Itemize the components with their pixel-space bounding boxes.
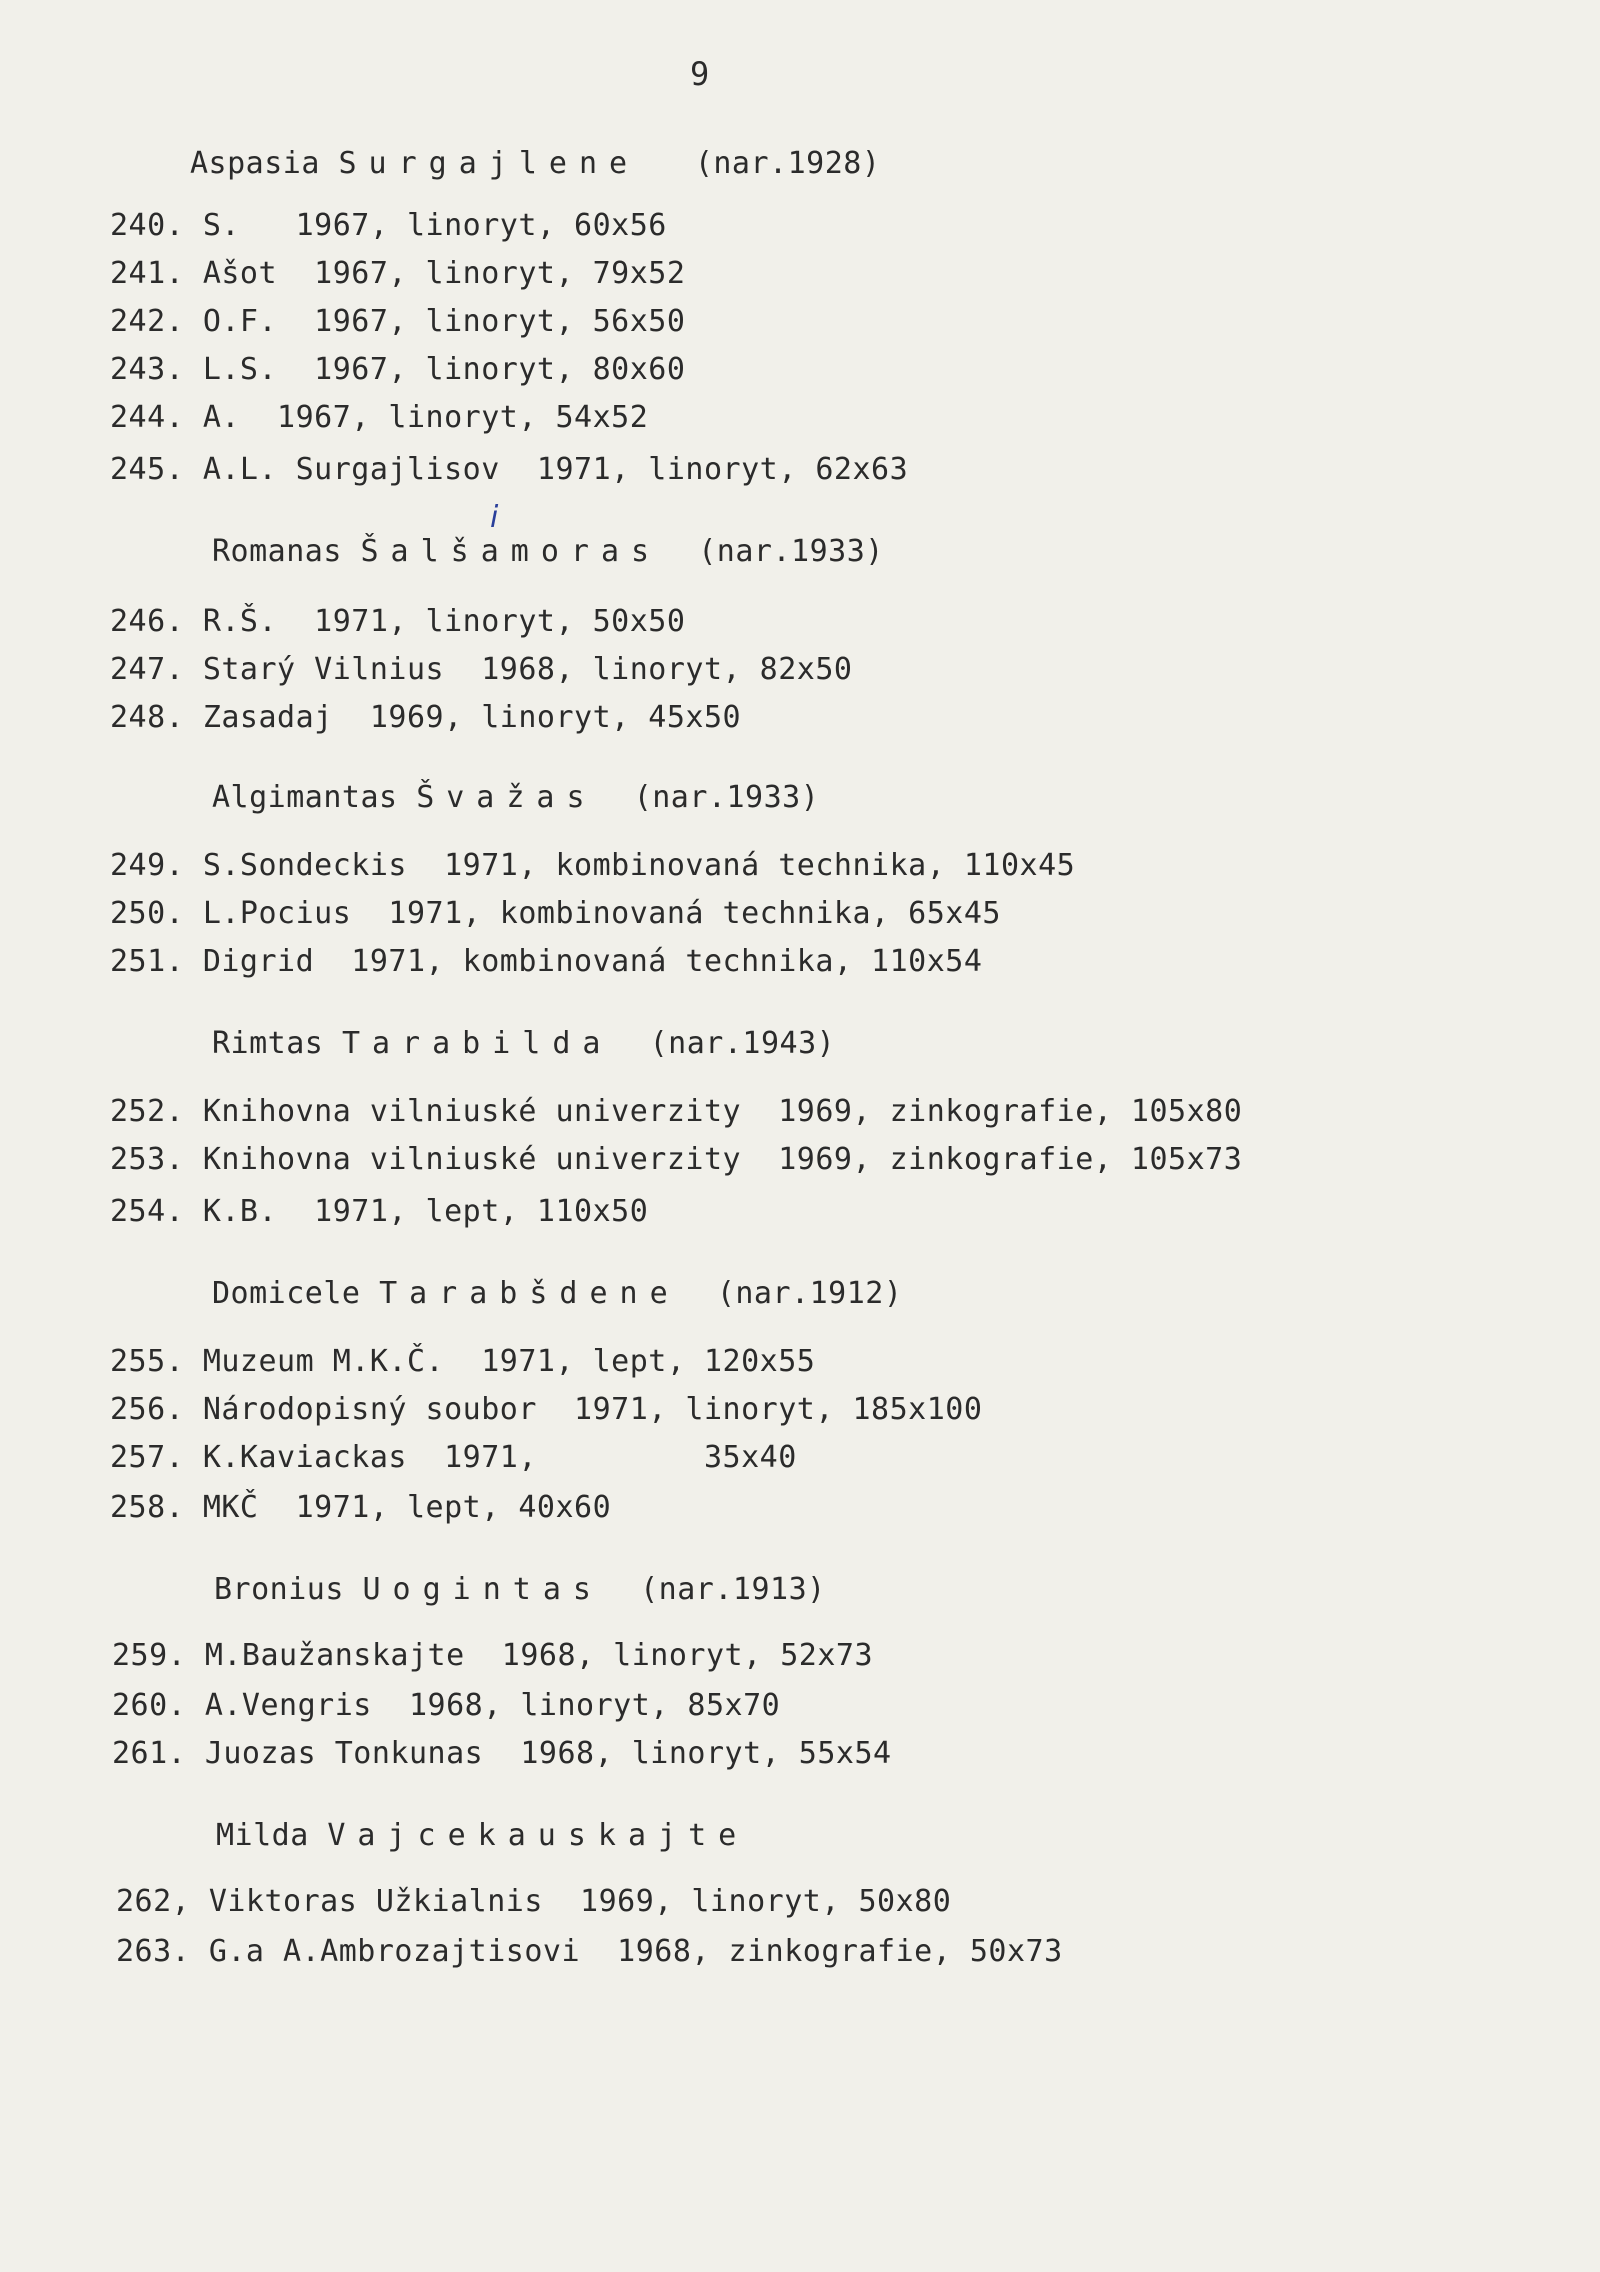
catalog-entry [112, 1736, 892, 1772]
catalog-entry [110, 652, 852, 688]
artist-born: (nar.1913) [640, 1572, 826, 1607]
entry-text: MKČ 1971, lept, 40x60 [202, 1490, 612, 1525]
catalog-entry [110, 452, 908, 488]
entry-text: A. 1967, linoryt, 54x52 [202, 400, 649, 435]
entry-text: K.B. 1971, lept, 110x50 [202, 1194, 649, 1229]
entry-text: R.Š. 1971, linoryt, 50x50 [202, 604, 686, 639]
entry-text: Digrid 1971, kombinovaná technika, 110x54 [202, 944, 983, 979]
artist-born: (nar.1933) [633, 780, 820, 815]
entry-number: 257. [110, 1440, 185, 1475]
handwritten-correction: i [490, 500, 499, 535]
catalog-entry [110, 944, 982, 980]
artist-heading [212, 1026, 835, 1062]
artist-first-name: Aspasia [190, 146, 320, 181]
artist-surname: Vajcekauskajte [327, 1818, 749, 1853]
entry-number: 241. [110, 256, 185, 291]
artist-surname: Tarabilda [341, 1026, 613, 1061]
entry-text: Starý Vilnius 1968, linoryt, 82x50 [202, 652, 853, 687]
entry-number: 243. [110, 352, 185, 387]
catalog-entry [110, 256, 685, 292]
entry-number: 263. [116, 1934, 191, 1969]
entry-number: 260. [112, 1688, 187, 1723]
catalog-entry [110, 1344, 815, 1380]
artist-surname: Šalšamoras [360, 534, 662, 569]
artist-first-name: Algimantas [212, 780, 398, 815]
entry-text: Juozas Tonkunas 1968, linoryt, 55x54 [204, 1736, 892, 1771]
entry-number: 253. [110, 1142, 185, 1177]
catalog-entry [110, 1440, 797, 1476]
artist-born: (nar.1912) [716, 1276, 903, 1311]
entry-number: 256. [110, 1392, 185, 1427]
entry-number: 249. [110, 848, 185, 883]
artist-born: (nar.1928) [694, 146, 881, 181]
entry-number: 244. [110, 400, 185, 435]
catalog-entry [110, 1392, 982, 1428]
entry-text: Knihovna vilniuské univerzity 1969, zinkografie, 105x80 [202, 1094, 1243, 1129]
entry-text: Národopisný soubor 1971, linoryt, 185x100 [202, 1392, 983, 1427]
entry-number: 251. [110, 944, 185, 979]
catalog-entry [110, 1142, 1242, 1178]
page-number: 9 [690, 55, 710, 93]
entry-number: 247. [110, 652, 185, 687]
entry-text: G.a A.Ambrozajtisovi 1968, zinkografie, 50x73 [208, 1934, 1063, 1969]
entry-number: 250. [110, 896, 185, 931]
artist-heading [190, 146, 880, 182]
entry-number: 262, [116, 1884, 191, 1919]
entry-text: S. 1967, linoryt, 60x56 [202, 208, 667, 243]
entry-text: S.Sondeckis 1971, kombinovaná technika, 110x45 [202, 848, 1076, 883]
entry-text: L.Pocius 1971, kombinovaná technika, 65x45 [202, 896, 1001, 931]
catalog-entry [110, 1094, 1242, 1130]
catalog-entry [110, 1490, 611, 1526]
entry-number: 258. [110, 1490, 185, 1525]
entry-text: Ašot 1967, linoryt, 79x52 [202, 256, 686, 291]
entry-number: 245. [110, 452, 185, 487]
catalog-entry [116, 1934, 1063, 1970]
artist-born: (nar.1943) [649, 1026, 836, 1061]
entry-number: 261. [112, 1736, 187, 1771]
entry-text: K.Kaviackas 1971, 35x40 [202, 1440, 797, 1475]
artist-first-name: Bronius [214, 1572, 344, 1607]
entry-text: A.L. Surgajlisov 1971, linoryt, 62x63 [202, 452, 909, 487]
artist-heading [214, 1572, 826, 1608]
catalog-entry [110, 1194, 648, 1230]
entry-text: O.F. 1967, linoryt, 56x50 [202, 304, 686, 339]
catalog-entry [110, 208, 667, 244]
entry-text: Viktoras Užkialnis 1969, linoryt, 50x80 [208, 1884, 952, 1919]
entry-text: M.Baužanskajte 1968, linoryt, 52x73 [204, 1638, 874, 1673]
catalog-entry [110, 304, 685, 340]
entry-text: A.Vengris 1968, linoryt, 85x70 [204, 1688, 781, 1723]
artist-first-name: Domicele [212, 1276, 361, 1311]
artist-heading [212, 780, 819, 816]
artist-surname: Švažas [416, 780, 597, 815]
catalog-entry [110, 700, 741, 736]
artist-first-name: Rimtas [212, 1026, 324, 1061]
entry-number: 254. [110, 1194, 185, 1229]
entry-number: 248. [110, 700, 185, 735]
artist-born: (nar.1933) [698, 534, 884, 569]
entry-text: Muzeum M.K.Č. 1971, lept, 120x55 [202, 1344, 816, 1379]
artist-heading [216, 1818, 748, 1854]
artist-first-name: Romanas [212, 534, 342, 569]
artist-heading [212, 534, 884, 570]
entry-number: 259. [112, 1638, 187, 1673]
catalog-entry [112, 1638, 873, 1674]
catalog-entry [110, 400, 648, 436]
entry-text: Knihovna vilniuské univerzity 1969, zinkografie, 105x73 [202, 1142, 1243, 1177]
entry-number: 255. [110, 1344, 185, 1379]
catalog-entry [112, 1688, 780, 1724]
entry-text: L.S. 1967, linoryt, 80x60 [202, 352, 686, 387]
catalog-entry [110, 604, 685, 640]
entry-number: 240. [110, 208, 185, 243]
artist-first-name: Milda [216, 1818, 309, 1853]
artist-heading [212, 1276, 902, 1312]
artist-surname: Uogintas [362, 1572, 603, 1607]
catalog-entry [110, 848, 1075, 884]
catalog-entry [110, 352, 685, 388]
entry-text: Zasadaj 1969, linoryt, 45x50 [202, 700, 742, 735]
entry-number: 242. [110, 304, 185, 339]
catalog-entry [110, 896, 1001, 932]
catalog-entry [116, 1884, 951, 1920]
entry-number: 252. [110, 1094, 185, 1129]
entry-number: 246. [110, 604, 185, 639]
artist-surname: Surgajlene [338, 146, 640, 181]
artist-surname: Tarabšdene [379, 1276, 680, 1311]
